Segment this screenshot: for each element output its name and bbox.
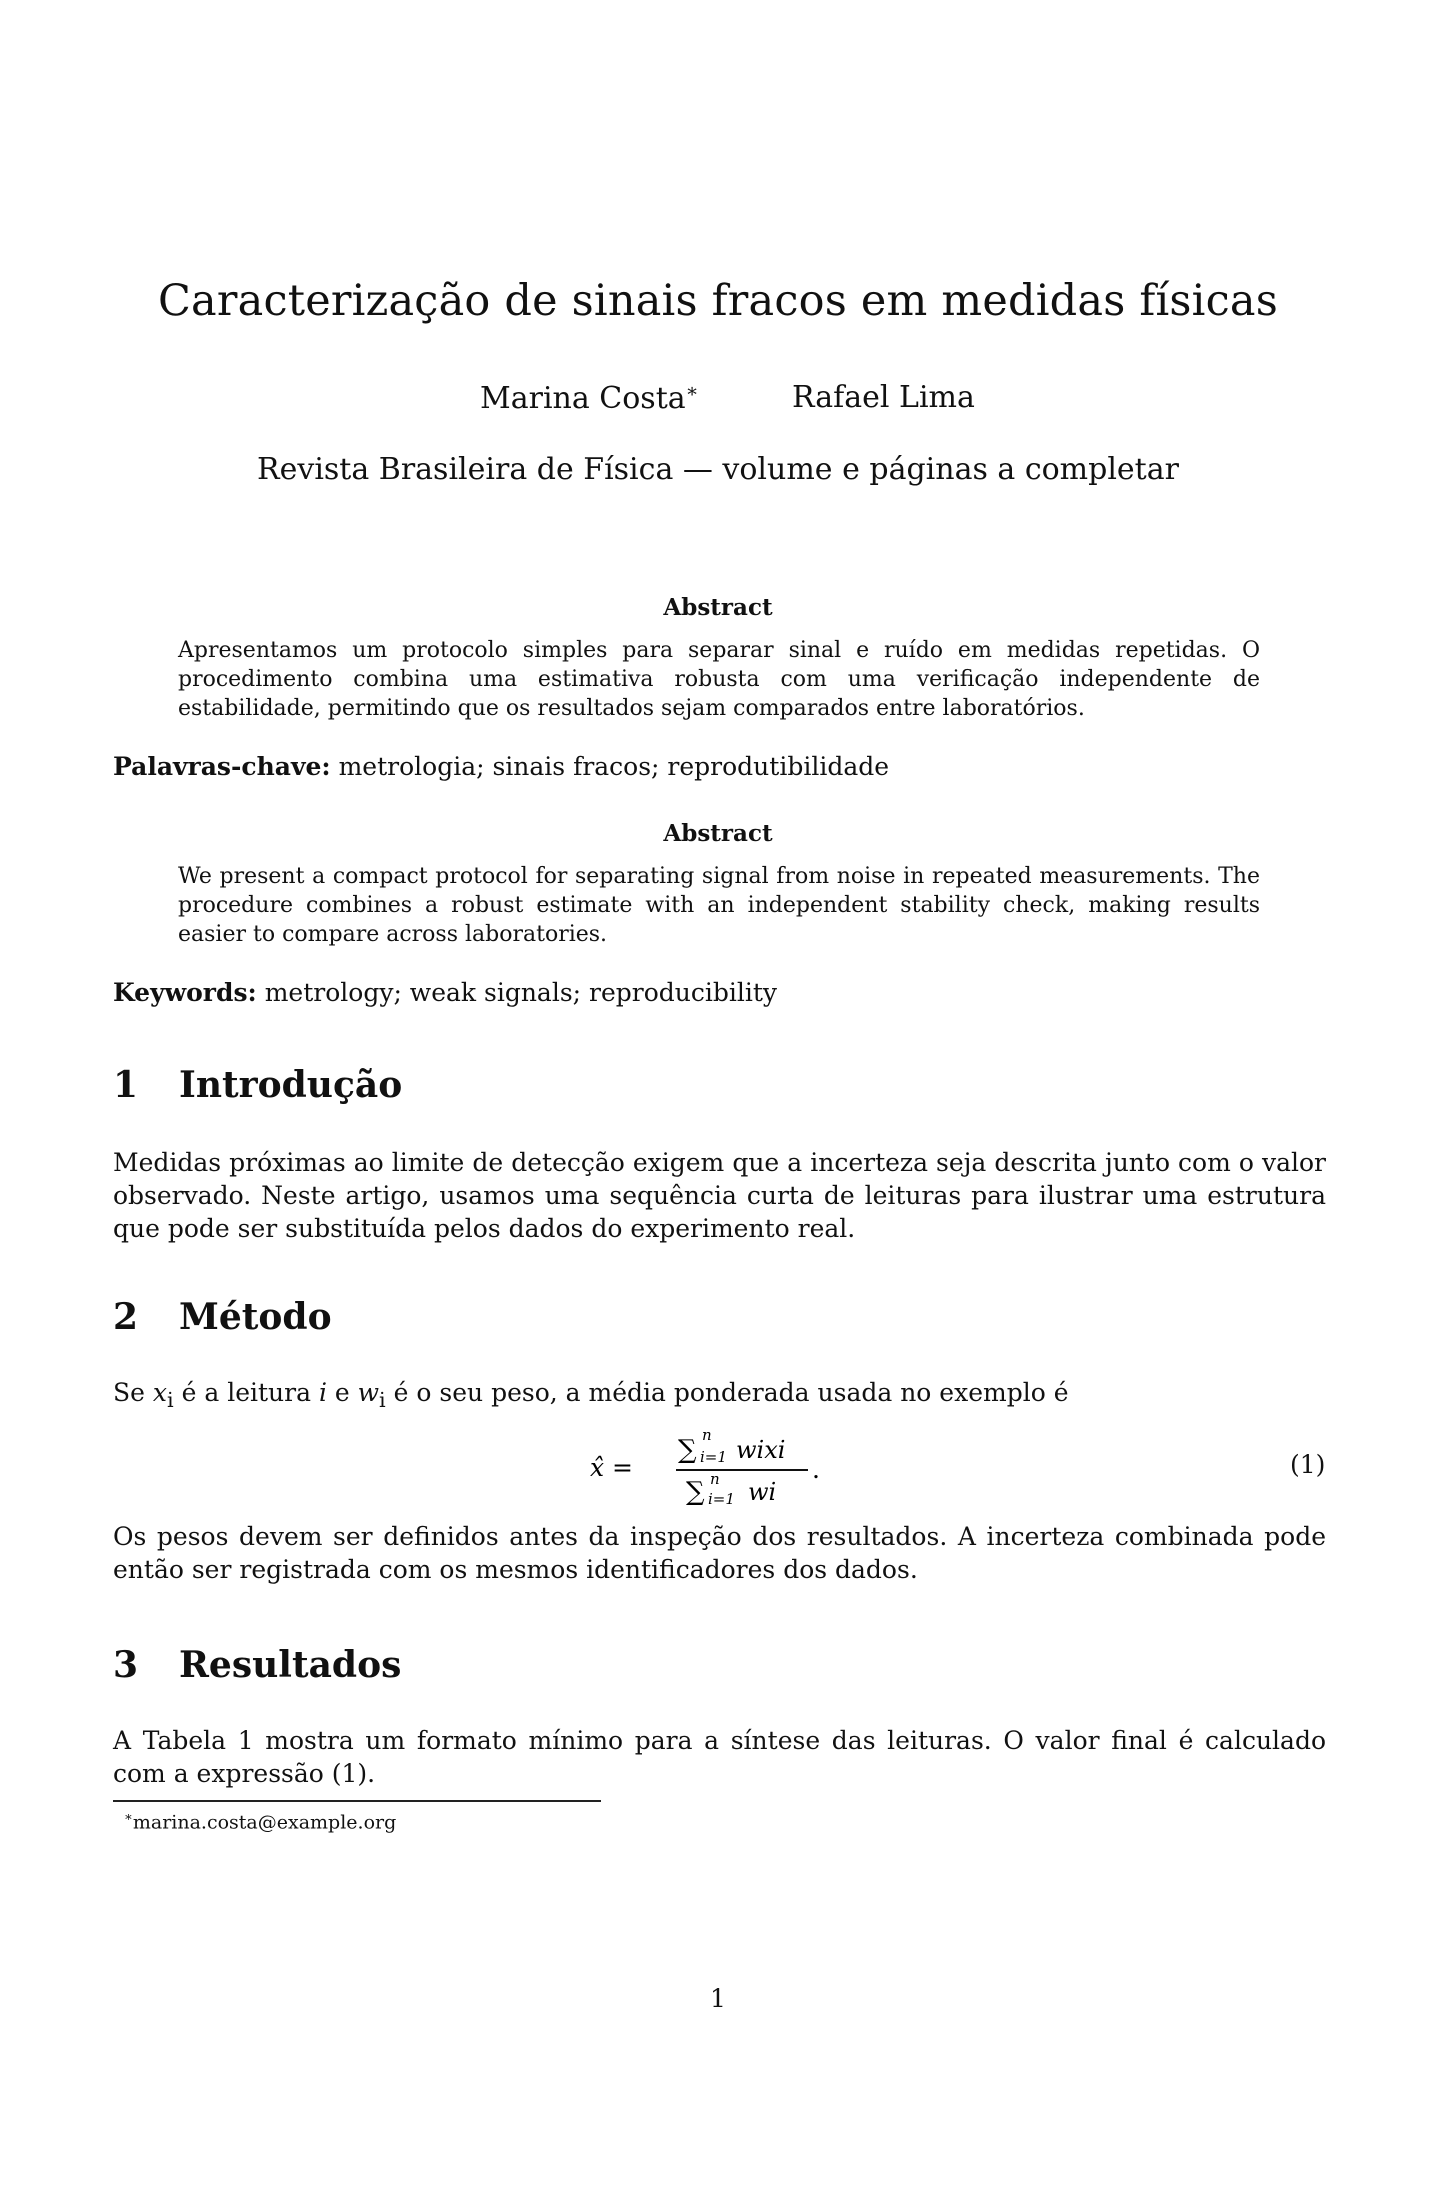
section-title: Método <box>179 1296 332 1338</box>
section-title: Resultados <box>179 1644 402 1686</box>
keywords-pt-label: Palavras-chave: <box>113 752 331 781</box>
math-w: w <box>357 1378 380 1407</box>
denominator-upper: n <box>710 1470 720 1488</box>
footnote <box>124 1810 396 1833</box>
section-2-paragraph: Os pesos devem ser definidos antes da inspeção dos resultados. A incerteza combinada pode então ser registrada com os mesmos identificadores dos dados. <box>113 1522 1326 1584</box>
equation-lhs: x̂ = <box>590 1453 633 1482</box>
weighted-mean-equation <box>590 1428 970 1508</box>
section-number: 1 <box>113 1064 139 1106</box>
keywords-pt-text: metrologia; sinais fracos; reprodutibilidade <box>338 752 890 781</box>
equation-number: (1) <box>1290 1450 1326 1479</box>
numerator-upper: n <box>702 1428 712 1444</box>
journal-line: Revista Brasileira de Física — volume e páginas a completar <box>257 452 1179 487</box>
author-2 <box>792 380 975 415</box>
text-run: é a leitura <box>173 1378 319 1407</box>
text-run: é o seu peso, a média ponderada usada no exemplo é <box>385 1378 1069 1407</box>
keywords-en-text: metrology; weak signals; reproducibility <box>264 978 778 1007</box>
keywords-pt <box>113 752 1323 781</box>
numerator-lower: i=1 <box>700 1448 727 1466</box>
section-1-paragraph: Medidas próximas ao limite de detecção exigem que a incerteza seja descrita junto com o valor observado. Neste artigo, usamos uma sequência curta de leituras para ilustrar uma estrutura que pode ser substituída pelos dados do experimento real. <box>113 1148 1326 1243</box>
section-3-paragraph: A Tabela 1 mostra um formato mínimo para a síntese das leituras. O valor final é calculado com a expressão (1). <box>113 1726 1326 1788</box>
math-sub: i <box>166 1388 174 1412</box>
section-heading-introducao <box>113 1064 402 1106</box>
abstract-pt-text: Apresentamos um protocolo simples para separar sinal e ruído em medidas repetidas. O procedimento combina uma estimativa robusta com uma verificação independente de estabilidade, permitindo que os resultados sejam comparados entre laboratórios. <box>178 638 1260 721</box>
abstract-en-text: We present a compact protocol for separating signal from noise in repeated measurements. The procedure combines a robust estimate with an independent stability check, making results easier to compare across laboratories. <box>178 864 1260 947</box>
abstract-en-heading: Abstract <box>663 820 773 847</box>
author-footnote-mark: ∗ <box>685 380 699 402</box>
footnote-rule <box>113 1800 601 1802</box>
section-heading-resultados <box>113 1644 401 1686</box>
keywords-en <box>113 978 1323 1007</box>
paper-title: Caracterização de sinais fracos em medidas físicas <box>157 276 1279 326</box>
section-title: Introdução <box>179 1064 403 1106</box>
text-run: Se <box>113 1378 153 1407</box>
math-x: x <box>152 1378 167 1407</box>
footnote-mark: ∗ <box>124 1810 133 1825</box>
section-number: 3 <box>113 1644 139 1686</box>
author-name: Marina Costa <box>480 381 686 416</box>
denominator-lower: i=1 <box>708 1490 735 1508</box>
math-sub: i <box>379 1388 386 1412</box>
text-run: e <box>326 1378 358 1407</box>
numerator-sum: ∑ <box>678 1435 697 1465</box>
section-2-intro <box>113 1376 1326 1417</box>
section-number: 2 <box>113 1296 139 1338</box>
denominator-sum: ∑ <box>686 1477 705 1507</box>
numerator-terms: wixi <box>736 1436 786 1464</box>
keywords-en-label: Keywords: <box>113 978 257 1007</box>
math-i: i <box>318 1378 327 1407</box>
section-heading-metodo <box>113 1296 332 1338</box>
footnote-email: marina.costa@example.org <box>132 1811 397 1834</box>
abstract-pt-heading: Abstract <box>663 594 773 621</box>
equation-period: . <box>812 1455 820 1484</box>
page-number: 1 <box>710 1984 726 2013</box>
author-1 <box>480 380 699 416</box>
denominator-terms: wi <box>748 1478 777 1506</box>
author-name: Rafael Lima <box>792 380 975 415</box>
